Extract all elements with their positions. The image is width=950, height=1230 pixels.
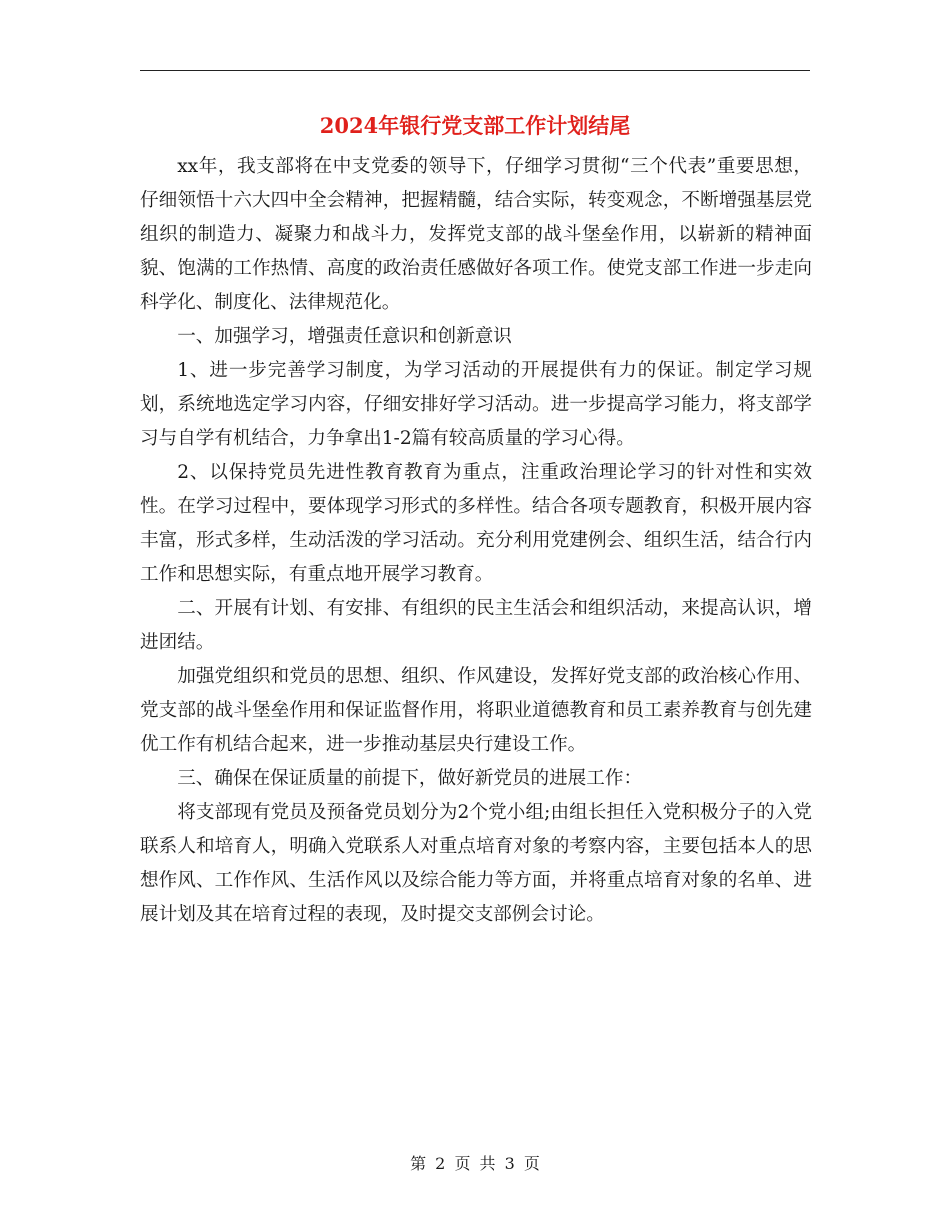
paragraph-item-1: 1、进一步完善学习制度，为学习活动的开展提供有力的保证。制定学习规划，系统地选定学习内容，仔细安排好学习活动。进一步提高学习能力，将支部学习与自学有机结合，力争拿出1-2篇有较高质量的学习心得。	[140, 360, 812, 449]
header-rule	[140, 70, 810, 71]
section-heading-3: 三、确保在保证质量的前提下，做好新党员的进展工作：	[177, 768, 643, 789]
section-heading-2: 二、开展有计划、有安排、有组织的民主生活会和组织活动，来提高认识，增进团结。	[140, 598, 812, 653]
paragraph-intro: xx年，我支部将在中支党委的领导下，仔细学习贯彻“三个代表”重要思想，仔细领悟十六大四中全会精神，把握精髓，结合实际，转变观念，不断增强基层党组织的制造力、凝聚力和战斗力，发挥党支部的战斗堡垒作用，以崭新的精神面貌、饱满的工作热情、高度的政治责任感做好各项工作。使党支部工作进一步走向科学化、制度化、法律规范化。	[140, 156, 812, 313]
section-heading-1: 一、加强学习，增强责任意识和创新意识	[177, 326, 512, 347]
document-body	[140, 150, 812, 932]
paragraph-section-3: 将支部现有党员及预备党员划分为2个党小组;由组长担任入党积极分子的入党联系人和培育人，明确入党联系人对重点培育对象的考察内容，主要包括本人的思想作风、工作作风、生活作风以及综合能力等方面，并将重点培育对象的名单、进展计划及其在培育过程的表现，及时提交支部例会讨论。	[140, 802, 812, 925]
paragraph-section-2: 加强党组织和党员的思想、组织、作风建设，发挥好党支部的政治核心作用、党支部的战斗堡垒作用和保证监督作用，将职业道德教育和员工素养教育与创先建优工作有机结合起来，进一步推动基层央行建设工作。	[140, 666, 812, 755]
document-title: 2024年银行党支部工作计划结尾	[319, 113, 631, 138]
paragraph-item-2: 2、以保持党员先进性教育教育为重点，注重政治理论学习的针对性和实效性。在学习过程中，要体现学习形式的多样性。结合各项专题教育，积极开展内容丰富，形式多样，生动活泼的学习活动。充分利用党建例会、组织生活，结合行内工作和思想实际，有重点地开展学习教育。	[140, 462, 812, 585]
page-number-footer: 第 2 页 共 3 页	[410, 1154, 540, 1173]
